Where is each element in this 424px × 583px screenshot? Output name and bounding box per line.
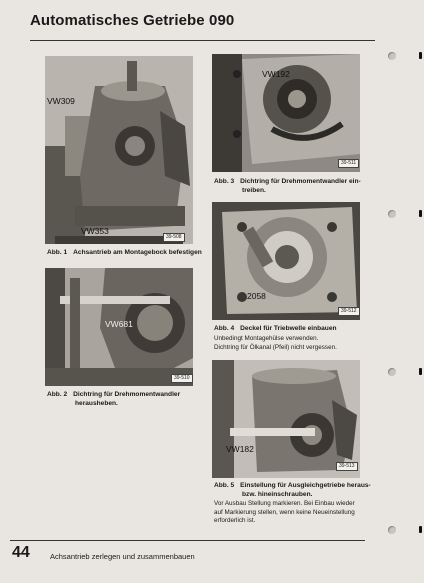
caption-text: bzw. hineinschrauben. [242, 491, 313, 498]
reference-label: VW353 [81, 226, 109, 236]
header-rule [30, 40, 375, 41]
binder-mark [419, 210, 422, 217]
footer-rule [10, 540, 365, 541]
reference-label: VW192 [262, 69, 290, 79]
figure-4-caption [214, 324, 337, 333]
figure-1-caption [47, 248, 202, 257]
figure-5-photo [212, 360, 360, 478]
binder-hole [388, 368, 396, 376]
reference-label: VW309 [47, 96, 75, 106]
note-line: Dichtring für Ölkanal (Pfeil) nicht vergessen. [214, 343, 337, 351]
caption-number: Abb. 4 [214, 325, 235, 332]
caption-number: Abb. 5 [214, 482, 235, 489]
figure-2-photo [45, 268, 193, 386]
binder-mark [419, 368, 422, 375]
note-line: Vor Ausbau Stellung markieren. Bei Einbau wieder [214, 500, 355, 507]
caption-text: Dichtring für Drehmomentwandler ein- [240, 178, 361, 185]
caption-number: Abb. 1 [47, 249, 68, 256]
caption-text: treiben. [242, 187, 266, 194]
section-title: Achsantrieb zerlegen und zusammenbauen [50, 552, 195, 561]
photo-code: 39-510 [171, 374, 193, 383]
binder-mark [419, 526, 422, 533]
caption-text: Achsantrieb am Montagebock befestigen [73, 249, 202, 256]
binder-hole [388, 526, 396, 534]
figure-1-photo [45, 56, 193, 244]
reference-label: VW182 [226, 444, 254, 454]
note-line: erforderlich ist. [214, 517, 256, 524]
binder-hole [388, 210, 396, 218]
photo-code: 39-511 [338, 159, 359, 168]
reference-label: VW681 [105, 319, 133, 329]
photo-code: 39-508 [163, 233, 185, 242]
figure-3-caption [214, 177, 361, 195]
figure-3-photo [212, 54, 360, 172]
photo-code: 39-512 [338, 307, 360, 316]
page-title: Automatisches Getriebe 090 [30, 12, 235, 29]
figure-2-caption [47, 390, 180, 408]
note-line: Unbedingt Montagehülse verwenden. [214, 335, 319, 342]
binder-mark [419, 52, 422, 59]
caption-text: Dichtring für Drehmomentwandler [73, 391, 181, 398]
figure-5-caption [214, 481, 371, 499]
figure-5-note [214, 500, 355, 526]
caption-text: Einstellung für Ausgleichgetriebe heraus- [240, 482, 371, 489]
caption-text: Deckel für Triebwelle einbauen [240, 325, 337, 332]
photo-code: 39-513 [336, 462, 358, 471]
reference-label: 2058 [247, 291, 266, 301]
figure-4-note [214, 335, 337, 352]
caption-number: Abb. 3 [214, 178, 235, 185]
caption-number: Abb. 2 [47, 391, 68, 398]
caption-text: herausheben. [75, 400, 118, 407]
binder-hole [388, 52, 396, 60]
figure-4-photo [212, 202, 360, 320]
note-line: auf Markierung stellen, wenn keine Neueinstellung [214, 508, 355, 516]
page-number: 44 [12, 544, 30, 561]
